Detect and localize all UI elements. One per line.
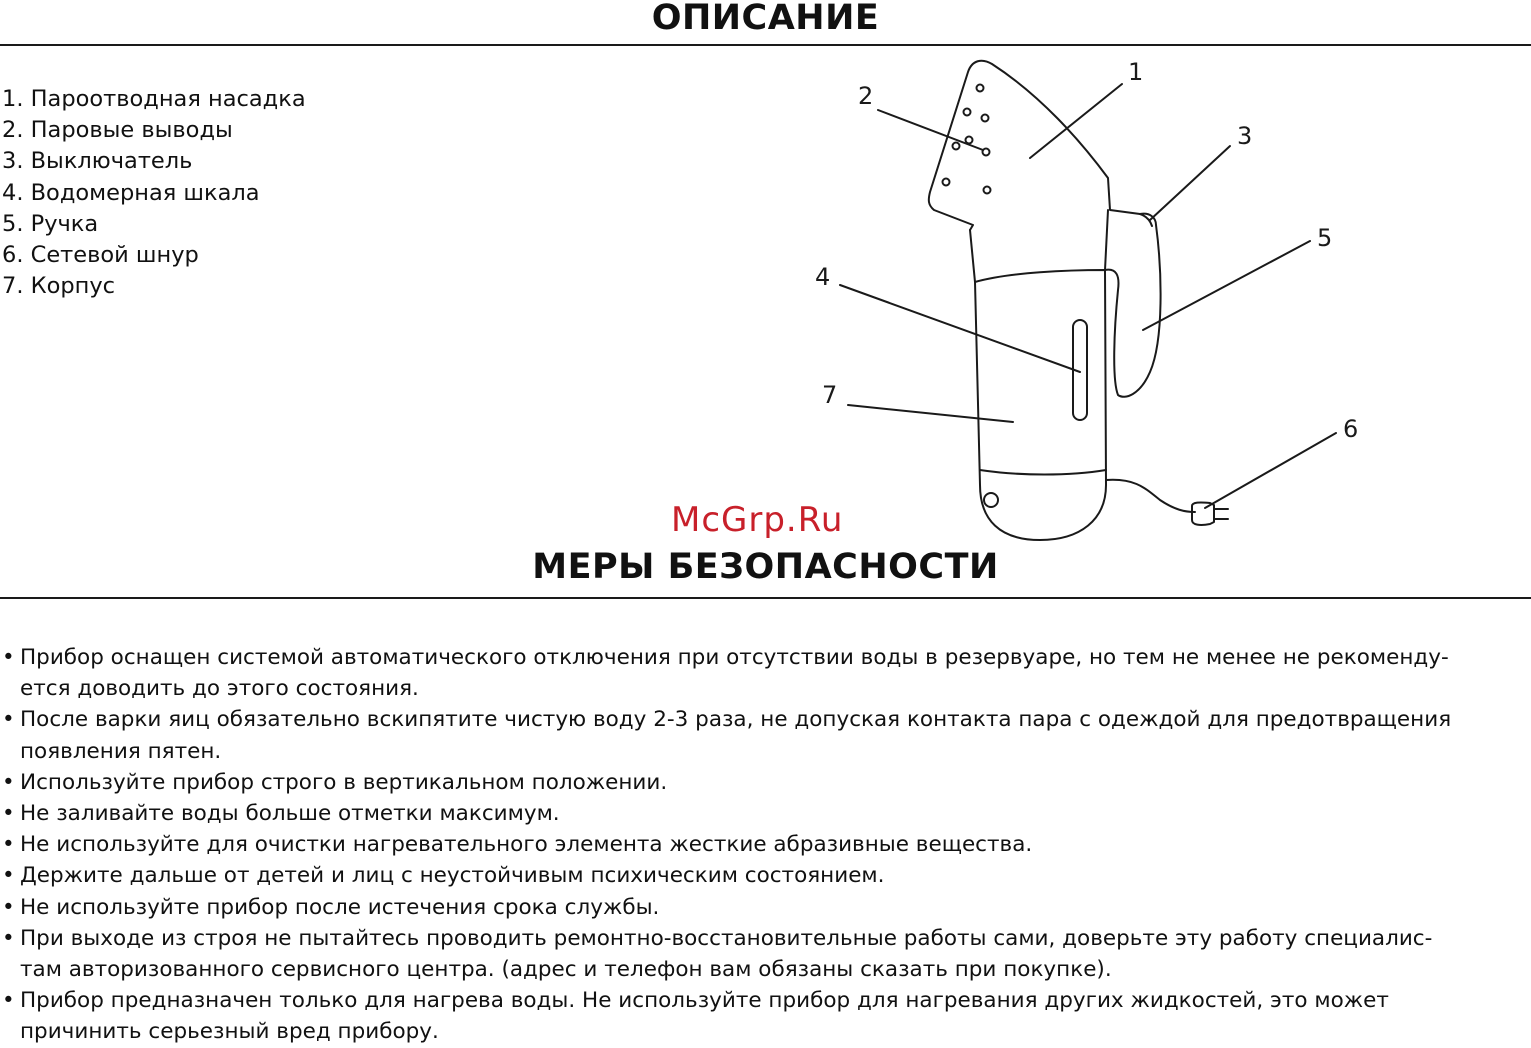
- callout-4: 4: [815, 263, 831, 291]
- description-title: ОПИСАНИЕ: [651, 0, 880, 38]
- steam-nozzle-outline: [929, 61, 1140, 230]
- leader-line-4: [840, 285, 1080, 372]
- safety-item: [2, 892, 1528, 923]
- steam-hole: [966, 137, 973, 144]
- safety-item-line: • Прибор оснащен системой автоматического отключения при отсутствии воды в резервуаре, но тем не менее не рекоменду-: [20, 645, 1449, 670]
- legend-item: 5. Ручка: [2, 210, 99, 237]
- safety-list: [2, 642, 1528, 1048]
- watermark: McGrp.Ru: [671, 500, 844, 540]
- safety-item-line: • При выходе из строя не пытайтесь проводить ремонтно-восстановительные работы сами, доверьте эту работу специалис-: [20, 925, 1433, 951]
- safety-item: [2, 767, 1528, 798]
- steam-hole: [943, 179, 950, 186]
- safety-item: [2, 860, 1528, 891]
- steam-hole: [953, 143, 960, 150]
- steam-hole: [982, 115, 989, 122]
- safety-item-line: • Используйте прибор строго в вертикальном положении.: [20, 769, 668, 795]
- leader-line-1: [1030, 84, 1122, 158]
- leader-line-5: [1143, 241, 1310, 330]
- leader-line-7: [848, 405, 1013, 422]
- safety-divider: [0, 597, 1531, 599]
- safety-item: [2, 704, 1528, 766]
- safety-item-line: • После варки яиц обязательно вскипятите чистую воду 2-3 раза, не допуская контакта пара с одеждой для предотвращения: [20, 707, 1452, 733]
- plug-pin: [1214, 509, 1228, 519]
- legend-item: 4. Водомерная шкала: [2, 179, 260, 206]
- callout-5: 5: [1317, 224, 1333, 252]
- legend-item: 6. Сетевой шнур: [2, 242, 199, 269]
- safety-item-line: • Не используйте для очистки нагревательного элемента жесткие абразивные вещества.: [20, 832, 1033, 858]
- legend-item: 2. Паровые выводы: [2, 117, 233, 144]
- steam-hole: [964, 109, 971, 116]
- callout-3: 3: [1237, 122, 1253, 150]
- body-base-line: [980, 470, 1106, 475]
- safety-item-line: • Не используйте прибор после истечения срока службы.: [20, 894, 660, 920]
- safety-item-line: • Прибор предназначен только для нагрева воды. Не используйте прибор для нагревания других жидкостей, это может: [20, 988, 1389, 1014]
- safety-item: [2, 923, 1528, 985]
- leader-line-3: [1150, 146, 1230, 220]
- safety-item-line: причинить серьезный вред прибору.: [20, 1019, 439, 1045]
- steam-hole: [977, 85, 984, 92]
- safety-item-line: • Не заливайте воды больше отметки максимум.: [20, 801, 560, 827]
- safety-item: [2, 798, 1528, 829]
- safety-item: [2, 642, 1528, 704]
- handle-outline: [1105, 214, 1161, 397]
- callout-2: 2: [858, 82, 874, 110]
- callout-7: 7: [822, 381, 838, 409]
- steamer-diagram: [800, 50, 1380, 550]
- safety-title: МЕРЫ БЕЗОПАСНОСТИ: [532, 547, 999, 587]
- safety-item: [2, 985, 1528, 1047]
- callout-6: 6: [1343, 415, 1359, 443]
- parts-legend: [2, 84, 306, 302]
- legend-item: 7. Корпус: [2, 273, 116, 300]
- safety-item-line: появления пятен.: [20, 738, 222, 764]
- steam-hole: [984, 187, 991, 194]
- leader-line-6: [1205, 433, 1336, 508]
- callout-1: 1: [1128, 58, 1144, 86]
- safety-item: [2, 829, 1528, 860]
- safety-item-line: • Держите дальше от детей и лиц с неустойчивым психическим состоянием.: [20, 863, 885, 889]
- legend-item: 1. Пароотводная насадка: [2, 86, 306, 112]
- switch-indicator: [984, 493, 998, 507]
- safety-item-line: ется доводить до этого состояния.: [20, 676, 419, 702]
- legend-item: 3. Выключатель: [2, 148, 193, 175]
- safety-item-line: там авторизованного сервисного центра. (адрес и телефон вам обязаны сказать при покупке).: [20, 957, 1112, 983]
- title-divider: [0, 44, 1531, 46]
- power-cord: [1106, 480, 1195, 512]
